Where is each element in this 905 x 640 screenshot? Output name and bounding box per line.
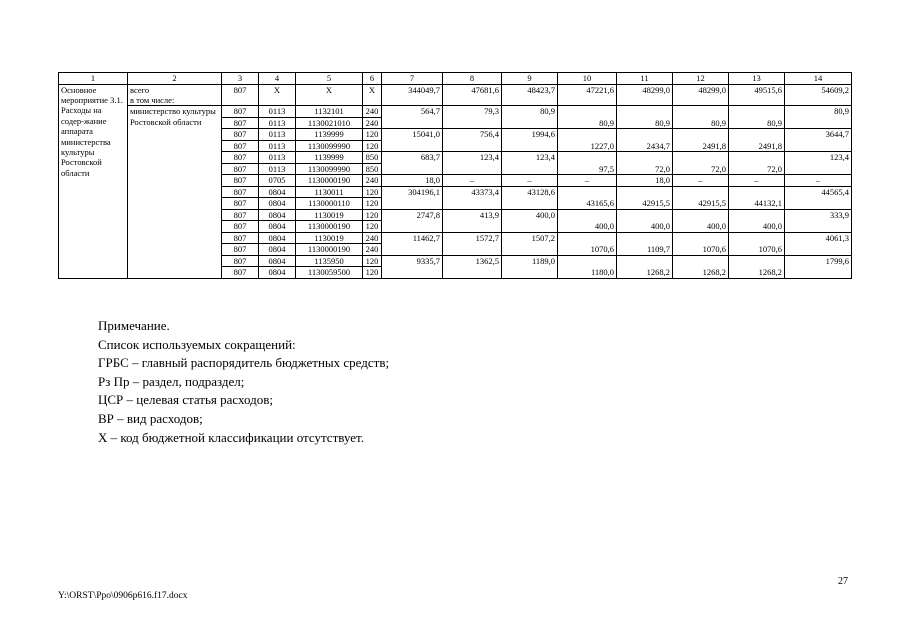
page-number: 27 xyxy=(838,576,848,587)
table-row xyxy=(59,106,852,118)
value-cell: 1994,6 xyxy=(502,129,558,152)
column-header: 8 xyxy=(443,73,502,85)
code-cell: 0804 xyxy=(259,244,296,256)
code-cell: 0113 xyxy=(259,140,296,152)
code-cell: 120 xyxy=(363,140,382,152)
total-value: 49515,6 xyxy=(729,84,785,106)
total-value: 47681,6 xyxy=(443,84,502,106)
code-cell: 0113 xyxy=(259,129,296,141)
value-cell: – xyxy=(729,175,785,187)
code-cell: 1130099990 xyxy=(296,140,363,152)
value-cell: 1362,5 xyxy=(443,255,502,278)
code-cell: 807 xyxy=(222,209,259,221)
value-cell: 15041,0 xyxy=(382,129,443,152)
value-cell: 1268,2 xyxy=(673,255,729,278)
code-cell: 807 xyxy=(222,117,259,129)
value-cell: 11462,7 xyxy=(382,232,443,255)
code-cell: 807 xyxy=(222,255,259,267)
value-cell: 400,0 xyxy=(558,209,617,232)
code-cell: 1139999 xyxy=(296,129,363,141)
code-cell: 807 xyxy=(222,186,259,198)
note-line: Рз Пр – раздел, подраздел; xyxy=(98,373,245,389)
value-cell: 1227,0 xyxy=(558,129,617,152)
activity-name-cell: Основное мероприятие 3.1. Расходы на содер-жание аппарата министерства культуры Ростовской области xyxy=(59,84,128,278)
value-cell: 1109,7 xyxy=(617,232,673,255)
value-cell: 2491,8 xyxy=(729,129,785,152)
code-cell: 120 xyxy=(363,198,382,210)
total-value: 47221,6 xyxy=(558,84,617,106)
code-cell: 1130019 xyxy=(296,209,363,221)
value-cell: – xyxy=(673,175,729,187)
column-header: 12 xyxy=(673,73,729,85)
column-header: 14 xyxy=(785,73,852,85)
code-cell: 120 xyxy=(363,129,382,141)
column-header: 6 xyxy=(363,73,382,85)
value-cell: 80,9 xyxy=(729,106,785,129)
code-cell: 120 xyxy=(363,221,382,233)
value-cell: 2434,7 xyxy=(617,129,673,152)
value-cell: 72,0 xyxy=(617,152,673,175)
value-cell: 80,9 xyxy=(673,106,729,129)
value-cell: 79,3 xyxy=(443,106,502,129)
value-cell: 756,4 xyxy=(443,129,502,152)
value-cell: 0705 xyxy=(259,175,296,187)
code-cell: 1130059500 xyxy=(296,267,363,279)
code-cell: 120 xyxy=(363,186,382,198)
note-line: Примечание. xyxy=(98,318,170,333)
column-header: 2 xyxy=(128,73,222,85)
value-cell: 807 xyxy=(222,175,259,187)
value-cell: 123,4 xyxy=(502,152,558,175)
column-header: 10 xyxy=(558,73,617,85)
total-value: X xyxy=(259,84,296,106)
value-cell: 333,9 xyxy=(785,209,852,232)
value-cell: 1070,6 xyxy=(558,232,617,255)
value-cell: 400,0 xyxy=(673,209,729,232)
value-cell: 400,0 xyxy=(729,209,785,232)
code-cell: 240 xyxy=(363,244,382,256)
total-value: 54609,2 xyxy=(785,84,852,106)
code-cell: 240 xyxy=(363,232,382,244)
budget-table xyxy=(58,72,852,279)
code-cell: 807 xyxy=(222,140,259,152)
notes-section xyxy=(98,317,389,447)
code-cell: 120 xyxy=(363,209,382,221)
value-cell: 97,5 xyxy=(558,152,617,175)
value-cell: 1507,2 xyxy=(502,232,558,255)
value-cell: – xyxy=(443,175,502,187)
value-cell: 42915,5 xyxy=(673,186,729,209)
value-cell: 304196,1 xyxy=(382,186,443,209)
total-value: 48299,0 xyxy=(673,84,729,106)
code-cell: 0804 xyxy=(259,221,296,233)
value-cell: 2491,8 xyxy=(673,129,729,152)
code-cell: 1130099990 xyxy=(296,163,363,175)
code-cell: 1130000110 xyxy=(296,198,363,210)
value-cell: 43165,6 xyxy=(558,186,617,209)
value-cell: 44132,1 xyxy=(729,186,785,209)
value-cell: 564,7 xyxy=(382,106,443,129)
code-cell: 807 xyxy=(222,198,259,210)
value-cell: 400,0 xyxy=(502,209,558,232)
value-cell: 18,0 xyxy=(382,175,443,187)
code-cell: 807 xyxy=(222,129,259,141)
table-row xyxy=(59,73,852,85)
value-cell: 1070,6 xyxy=(729,232,785,255)
code-cell: 0804 xyxy=(259,209,296,221)
code-cell: 1130021010 xyxy=(296,117,363,129)
value-cell: 18,0 xyxy=(617,175,673,187)
code-cell: 807 xyxy=(222,267,259,279)
value-cell: 2747,8 xyxy=(382,209,443,232)
value-cell: 43373,4 xyxy=(443,186,502,209)
code-cell: 807 xyxy=(222,163,259,175)
code-cell: 1139999 xyxy=(296,152,363,164)
value-cell: 1189,0 xyxy=(502,255,558,278)
total-value: 344049,7 xyxy=(382,84,443,106)
column-header: 3 xyxy=(222,73,259,85)
column-header: 11 xyxy=(617,73,673,85)
code-cell: 807 xyxy=(222,221,259,233)
ministry-name-cell: министерство культуры Ростовской области xyxy=(128,106,222,279)
value-cell: 3644,7 xyxy=(785,129,852,152)
value-cell: 43128,6 xyxy=(502,186,558,209)
value-cell: 42915,5 xyxy=(617,186,673,209)
code-cell: 0804 xyxy=(259,255,296,267)
code-cell: 850 xyxy=(363,163,382,175)
value-cell: 683,7 xyxy=(382,152,443,175)
code-cell: 1130000190 xyxy=(296,221,363,233)
code-cell: 1130000190 xyxy=(296,244,363,256)
value-cell: 240 xyxy=(363,175,382,187)
code-cell: 1132101 xyxy=(296,106,363,118)
total-value: X xyxy=(296,84,363,106)
value-cell: – xyxy=(785,175,852,187)
column-header: 5 xyxy=(296,73,363,85)
note-line: Х – код бюджетной классификации отсутствует. xyxy=(98,429,365,445)
value-cell: 72,0 xyxy=(729,152,785,175)
code-cell: 0804 xyxy=(259,186,296,198)
value-cell: 72,0 xyxy=(673,152,729,175)
column-header: 1 xyxy=(59,73,128,85)
code-cell: 0804 xyxy=(259,232,296,244)
value-cell: 1268,2 xyxy=(729,255,785,278)
value-cell: 1180,0 xyxy=(558,255,617,278)
total-value: 807 xyxy=(222,84,259,106)
value-cell: 400,0 xyxy=(617,209,673,232)
code-cell: 0804 xyxy=(259,267,296,279)
code-cell: 850 xyxy=(363,152,382,164)
column-header: 7 xyxy=(382,73,443,85)
code-cell: 1130011 xyxy=(296,186,363,198)
code-cell: 240 xyxy=(363,117,382,129)
value-cell: – xyxy=(502,175,558,187)
value-cell: 80,9 xyxy=(502,106,558,129)
code-cell: 240 xyxy=(363,106,382,118)
value-cell: 80,9 xyxy=(785,106,852,129)
value-cell: 4061,3 xyxy=(785,232,852,255)
code-cell: 807 xyxy=(222,152,259,164)
value-cell: 1799,6 xyxy=(785,255,852,278)
code-cell: 0113 xyxy=(259,106,296,118)
value-cell: 1268,2 xyxy=(617,255,673,278)
value-cell: 1070,6 xyxy=(673,232,729,255)
total-value: 48299,0 xyxy=(617,84,673,106)
code-cell: 0804 xyxy=(259,198,296,210)
code-cell: 1135950 xyxy=(296,255,363,267)
column-header: 4 xyxy=(259,73,296,85)
value-cell: 80,9 xyxy=(617,106,673,129)
code-cell: 0113 xyxy=(259,152,296,164)
scope-cell: всего в том числе: xyxy=(128,84,222,106)
value-cell: 123,4 xyxy=(785,152,852,175)
column-header: 13 xyxy=(729,73,785,85)
code-cell: 120 xyxy=(363,267,382,279)
code-cell: 0113 xyxy=(259,117,296,129)
table-row xyxy=(59,84,852,106)
code-cell: 807 xyxy=(222,106,259,118)
code-cell: 120 xyxy=(363,255,382,267)
footer-file-path: Y:\ORST\Ppo\0906p616.f17.docx xyxy=(58,591,188,601)
note-line: ГРБС – главный распорядитель бюджетных средств; xyxy=(98,355,390,371)
total-value: X xyxy=(363,84,382,106)
value-cell: – xyxy=(558,175,617,187)
code-cell: 1130019 xyxy=(296,232,363,244)
value-cell: 44565,4 xyxy=(785,186,852,209)
code-cell: 0113 xyxy=(259,163,296,175)
total-value: 48423,7 xyxy=(502,84,558,106)
note-line: Список используемых сокращений: xyxy=(98,336,296,352)
code-cell: 807 xyxy=(222,232,259,244)
note-line: ЦСР – целевая статья расходов; xyxy=(98,392,273,408)
column-header: 9 xyxy=(502,73,558,85)
value-cell: 1572,7 xyxy=(443,232,502,255)
code-cell: 807 xyxy=(222,244,259,256)
value-cell: 413,9 xyxy=(443,209,502,232)
note-line: ВР – вид расходов; xyxy=(98,410,203,426)
value-cell: 1130000190 xyxy=(296,175,363,187)
value-cell: 80,9 xyxy=(558,106,617,129)
value-cell: 9335,7 xyxy=(382,255,443,278)
value-cell: 123,4 xyxy=(443,152,502,175)
